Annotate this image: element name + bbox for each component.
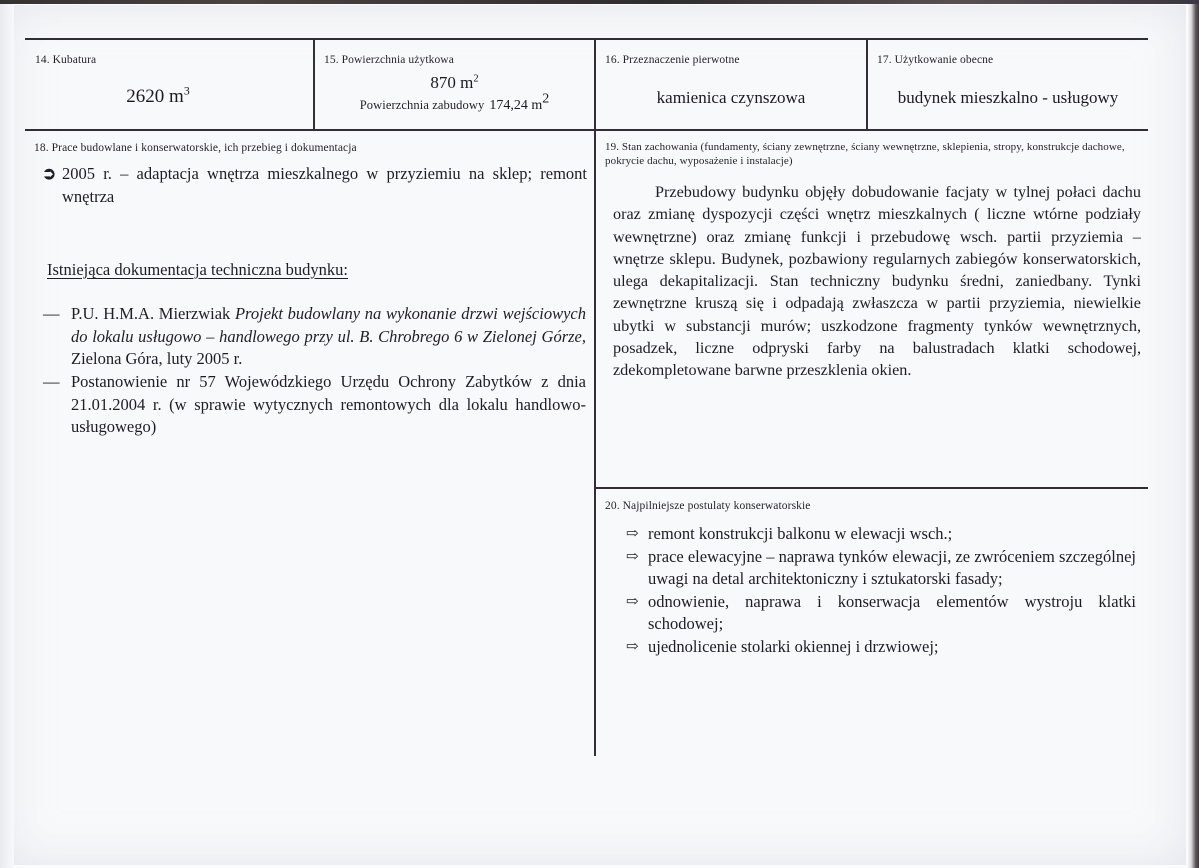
field-20-items — [626, 523, 1136, 658]
field-20-item-4 — [626, 636, 1136, 659]
field-15-secondary-value: 174,24 m — [489, 98, 543, 113]
rightwards-white-arrow-icon-4: ⇨ — [626, 638, 639, 655]
field-20-item-3-text: odnowienie, naprawa i konserwacja elementów wystroju klatki schodowej; — [648, 591, 1136, 633]
field-18-doc-item-1-title: Projekt budowlany na wykonanie drzwi wejściowych do lokalu usługowo – handlowego przy ul. B. Chrobrego 6 w Zielonej Górze, — [71, 304, 586, 346]
field-14-kubatura — [25, 42, 313, 129]
field-20-item-3 — [626, 591, 1136, 636]
field-18-doc-item-2-text: Postanowienie nr 57 Wojewódzkiego Urzędu Ochrony Zabytków z dnia 21.01.2004 r. (w sprawie wytycznych remontowych dla lokalu handlowo-usługowego) — [71, 372, 586, 436]
field-14-value-exponent: 3 — [183, 84, 190, 98]
rightwards-white-arrow-icon-3: ⇨ — [626, 593, 639, 610]
field-15-powierzchnia-uzytkowa — [315, 42, 594, 129]
field-16-value: kamienica czynszowa — [656, 88, 806, 107]
field-18-doc-item-1-text — [71, 303, 586, 371]
field-20-item-1 — [626, 523, 1136, 546]
field-15-secondary-row — [315, 91, 594, 114]
field-17-uzytkowanie-obecne — [868, 42, 1148, 129]
field-16-przeznaczenie-pierwotne — [596, 42, 866, 129]
em-dash-bullet-icon: — — [43, 304, 60, 323]
field-18-doc-item-1-lead: P.U. H.M.A. Mierzwiak — [71, 304, 235, 323]
em-dash-bullet-icon-2: — — [43, 372, 60, 391]
field-15-value-text: 870 m — [430, 73, 474, 92]
field-15-secondary-exponent: 2 — [542, 91, 550, 107]
field-17-value: budynek mieszkalno - usługowy — [897, 88, 1119, 107]
field-18-doc-item-2 — [43, 371, 586, 439]
field-17-label: 17. Użytkowanie obecne — [877, 54, 994, 66]
field-18-entry — [42, 163, 587, 208]
field-14-value — [25, 84, 291, 110]
field-18-label: 18. Prace budowlane i konserwatorskie, ich przebieg i dokumentacja — [34, 142, 357, 154]
rightwards-white-arrow-icon-1: ⇨ — [626, 526, 639, 542]
field-14-value-text: 2620 m — [126, 86, 184, 107]
field-20-item-2-text: prace elewacyjne – naprawa tynków elewacji, ze zwróceniem szczególnej uwagi na detal architektoniczny i sztukatorski fasady; — [648, 546, 1136, 588]
field-20-najpilniejsze-postulaty — [596, 489, 1148, 834]
field-14-label: 14. Kubatura — [35, 54, 97, 66]
field-18-prace-budowlane — [25, 131, 594, 831]
field-18-entry-text: 2005 r. – adaptacja wnętrza mieszkalnego w przyziemiu na sklep; remont wnętrza — [62, 164, 587, 206]
field-20-item-1-text: remont konstrukcji balkonu w elewacji wsch.; — [648, 524, 953, 543]
rightwards-white-arrow-icon-2: ⇨ — [626, 548, 639, 565]
field-18-doc-item-1-tail: Zielona Góra, luty 2005 r. — [71, 349, 243, 368]
field-15-secondary-label: Powierzchnia zabudowy — [359, 98, 485, 112]
field-19-label: 19. Stan zachowania (fundamenty, ściany zewnętrzne, ściany wewnętrzne, sklepienia, stropy, konstrukcje dachowe, pokrycie dachu, wyposażenie i instalacje) — [605, 141, 1125, 167]
rule-top — [25, 38, 1148, 40]
field-18-doc-item-1 — [43, 303, 586, 371]
field-20-item-2 — [626, 546, 1136, 591]
field-16-label: 16. Przeznaczenie pierwotne — [605, 54, 740, 66]
field-18-docs-heading: Istniejąca dokumentacja techniczna budynku: — [47, 260, 349, 279]
field-19-body: Przebudowy budynku objęły dobudowanie facjaty w tylnej połaci dachu oraz zmianę dyspozycji części wnętrz mieszkalnych ( liczne wtórne podziały wewnętrzne) oraz zmianę funkcji i przebudowę wsch. partii przyziemia – wnętrze sklepu. Budynek, pozbawiony regularnych zabiegów konserwatorskich, ulega dekapitalizacji. Stan techniczny budynku średni, zaniedbany. Tynki zewnętrzne kruszą się i odpadają zwłaszcza w partii przyziemia, niewielkie ubytki w substancji murów; uszkodzone fragmenty tynków wewnętrznych, posadzek, liczne odpryski farby na balustradach klatki schodowej, zdekompletowane barwne przeszklenia okien. — [613, 183, 1141, 380]
field-20-item-4-text: ujednolicenie stolarki okiennej i drzwiowej; — [648, 636, 939, 656]
field-20-label: 20. Najpilniejsze postulaty konserwatorskie — [605, 500, 811, 512]
field-15-label: 15. Powierzchnia użytkowa — [324, 54, 454, 66]
field-15-value-exponent: 2 — [473, 73, 479, 85]
field-19-stan-zachowania — [596, 131, 1148, 483]
right-arrow-bullet-icon: ➲ — [42, 164, 57, 183]
field-15-value — [315, 71, 594, 95]
